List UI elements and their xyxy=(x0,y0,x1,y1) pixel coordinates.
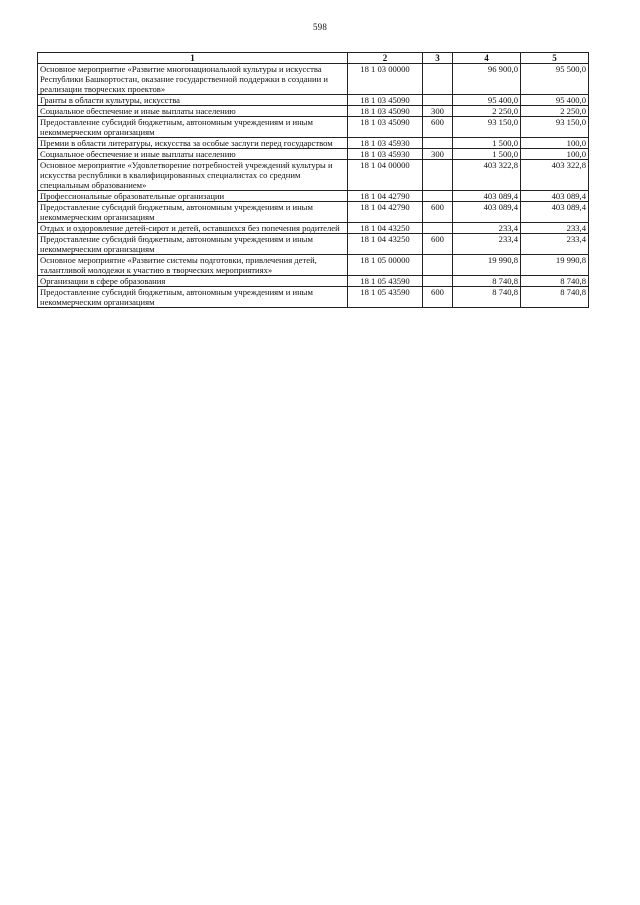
row-expense-type: 600 xyxy=(423,287,453,308)
row-sum-year2: 8 740,8 xyxy=(521,276,589,287)
row-sum-year1: 403 089,4 xyxy=(453,202,521,223)
row-sum-year2: 2 250,0 xyxy=(521,106,589,117)
row-sum-year2: 8 740,8 xyxy=(521,287,589,308)
table-row xyxy=(38,106,589,117)
table-row xyxy=(38,223,589,234)
row-sum-year2: 100,0 xyxy=(521,149,589,160)
row-name: Основное мероприятие «Развитие многонациональной культуры и искусства Республики Башкортостан, оказание государственной поддержки в создании и реализации творческих проектов» xyxy=(38,64,348,95)
row-name: Предоставление субсидий бюджетным, автономным учреждениям и иным некоммерческим организациям xyxy=(38,234,348,255)
table-row xyxy=(38,191,589,202)
table-row xyxy=(38,149,589,160)
row-name: Предоставление субсидий бюджетным, автономным учреждениям и иным некоммерческим организациям xyxy=(38,287,348,308)
row-expense-type: 600 xyxy=(423,234,453,255)
row-sum-year1: 233,4 xyxy=(453,223,521,234)
row-code: 18 1 03 45090 xyxy=(348,106,423,117)
row-expense-type: 600 xyxy=(423,202,453,223)
row-sum-year2: 403 322,8 xyxy=(521,160,589,191)
table-row xyxy=(38,202,589,223)
row-name: Премии в области литературы, искусства за особые заслуги перед государством xyxy=(38,138,348,149)
row-code: 18 1 03 45090 xyxy=(348,117,423,138)
table-row xyxy=(38,95,589,106)
header-col-3: 3 xyxy=(423,53,453,64)
row-code: 18 1 05 00000 xyxy=(348,255,423,276)
row-sum-year2: 403 089,4 xyxy=(521,202,589,223)
row-sum-year1: 93 150,0 xyxy=(453,117,521,138)
table-row xyxy=(38,276,589,287)
row-expense-type xyxy=(423,255,453,276)
row-sum-year2: 233,4 xyxy=(521,223,589,234)
row-name: Социальное обеспечение и иные выплаты населению xyxy=(38,149,348,160)
table-row xyxy=(38,255,589,276)
row-sum-year2: 100,0 xyxy=(521,138,589,149)
row-sum-year2: 19 990,8 xyxy=(521,255,589,276)
row-code: 18 1 04 00000 xyxy=(348,160,423,191)
row-name: Основное мероприятие «Развитие системы подготовки, привлечения детей, талантливой молодежи к участию в творческих мероприятиях» xyxy=(38,255,348,276)
table-row xyxy=(38,287,589,308)
row-expense-type xyxy=(423,160,453,191)
row-code: 18 1 03 00000 xyxy=(348,64,423,95)
row-sum-year1: 1 500,0 xyxy=(453,149,521,160)
row-sum-year2: 403 089,4 xyxy=(521,191,589,202)
row-sum-year1: 8 740,8 xyxy=(453,276,521,287)
row-name: Организации в сфере образования xyxy=(38,276,348,287)
table-header-row xyxy=(38,53,589,64)
row-code: 18 1 03 45930 xyxy=(348,149,423,160)
row-sum-year2: 93 150,0 xyxy=(521,117,589,138)
row-expense-type: 600 xyxy=(423,117,453,138)
header-col-1: 1 xyxy=(38,53,348,64)
row-sum-year1: 403 322,8 xyxy=(453,160,521,191)
row-expense-type xyxy=(423,64,453,95)
row-sum-year1: 2 250,0 xyxy=(453,106,521,117)
row-expense-type xyxy=(423,223,453,234)
table-row xyxy=(38,64,589,95)
row-name: Основное мероприятие «Удовлетворение потребностей учреждений культуры и искусства республики в квалифицированных специалистах со средним специальным образованием» xyxy=(38,160,348,191)
row-code: 18 1 04 42790 xyxy=(348,191,423,202)
row-expense-type xyxy=(423,95,453,106)
row-name: Отдых и оздоровление детей-сирот и детей, оставшихся без попечения родителей xyxy=(38,223,348,234)
header-col-5: 5 xyxy=(521,53,589,64)
row-sum-year2: 95 500,0 xyxy=(521,64,589,95)
row-code: 18 1 03 45930 xyxy=(348,138,423,149)
row-sum-year1: 8 740,8 xyxy=(453,287,521,308)
table-row xyxy=(38,234,589,255)
row-name: Предоставление субсидий бюджетным, автономным учреждениям и иным некоммерческим организациям xyxy=(38,117,348,138)
table-row xyxy=(38,117,589,138)
row-code: 18 1 04 42790 xyxy=(348,202,423,223)
row-name: Гранты в области культуры, искусства xyxy=(38,95,348,106)
row-expense-type xyxy=(423,276,453,287)
row-sum-year1: 233,4 xyxy=(453,234,521,255)
row-name: Предоставление субсидий бюджетным, автономным учреждениям и иным некоммерческим организациям xyxy=(38,202,348,223)
header-col-4: 4 xyxy=(453,53,521,64)
row-expense-type: 300 xyxy=(423,106,453,117)
page-number: 598 xyxy=(312,22,328,32)
row-code: 18 1 05 43590 xyxy=(348,276,423,287)
row-code: 18 1 03 45090 xyxy=(348,95,423,106)
row-sum-year1: 1 500,0 xyxy=(453,138,521,149)
row-sum-year1: 403 089,4 xyxy=(453,191,521,202)
row-expense-type: 300 xyxy=(423,149,453,160)
table-row xyxy=(38,138,589,149)
budget-table xyxy=(37,52,589,308)
row-code: 18 1 04 43250 xyxy=(348,223,423,234)
row-sum-year1: 19 990,8 xyxy=(453,255,521,276)
row-sum-year1: 96 900,0 xyxy=(453,64,521,95)
row-name: Профессиональные образовательные организации xyxy=(38,191,348,202)
row-code: 18 1 05 43590 xyxy=(348,287,423,308)
row-expense-type xyxy=(423,191,453,202)
row-sum-year2: 233,4 xyxy=(521,234,589,255)
row-sum-year1: 95 400,0 xyxy=(453,95,521,106)
row-sum-year2: 95 400,0 xyxy=(521,95,589,106)
header-col-2: 2 xyxy=(348,53,423,64)
row-code: 18 1 04 43250 xyxy=(348,234,423,255)
row-expense-type xyxy=(423,138,453,149)
row-name: Социальное обеспечение и иные выплаты населению xyxy=(38,106,348,117)
table-row xyxy=(38,160,589,191)
